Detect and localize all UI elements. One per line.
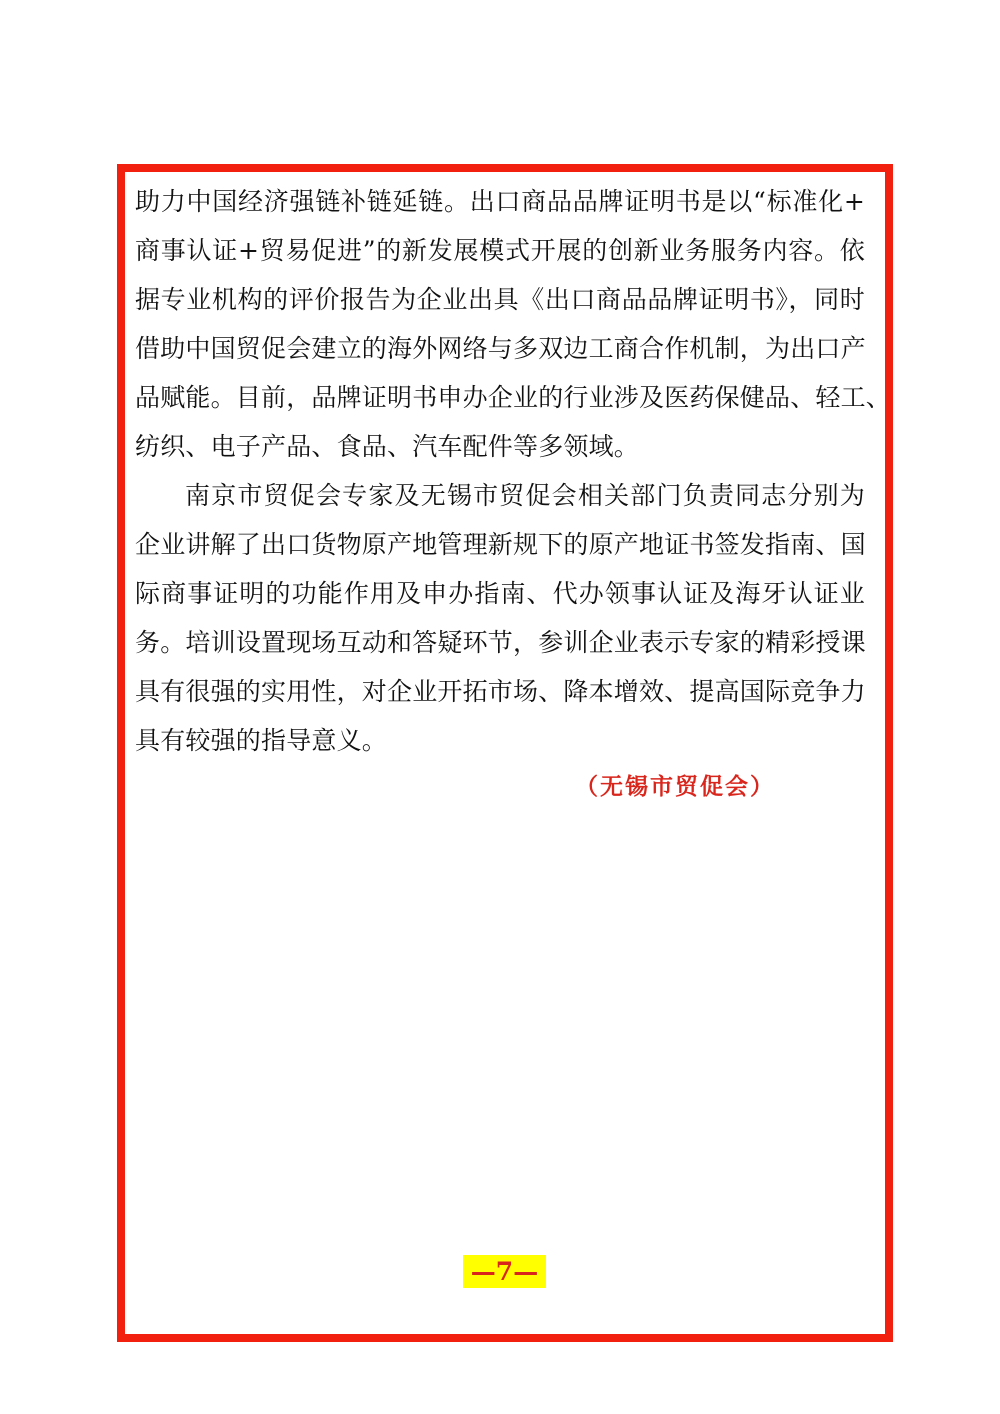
paragraph-1-line-5: 品赋能。目前，品牌证明书申办企业的行业涉及医药保健品、轻工、: [135, 383, 892, 412]
page-number: —7—: [463, 1255, 546, 1288]
paragraph-1-line-2: 商事认证+贸易促进”的新发展模式开展的创新业务服务内容。依: [135, 236, 865, 265]
paragraph-2-line-4: 务。培训设置现场互动和答疑环节，参训企业表示专家的精彩授课: [135, 628, 866, 657]
paragraph-2-line-1: 南京市贸促会专家及无锡市贸促会相关部门负责同志分别为: [185, 481, 865, 510]
paragraph-1-line-1: 助力中国经济强链补链延链。出口商品品牌证明书是以“标准化+: [135, 187, 865, 216]
article-source: （无锡市贸促会）: [575, 773, 775, 800]
paragraph-2-line-6: 具有较强的指导意义。: [135, 726, 388, 755]
paragraph-1-line-3: 据专业机构的评价报告为企业出具《出口商品品牌证明书》，同时: [135, 285, 865, 314]
paragraph-1-line-4: 借助中国贸促会建立的海外网络与多双边工商合作机制，为出口产: [135, 334, 866, 363]
paragraph-2-line-2: 企业讲解了出口货物原产地管理新规下的原产地证书签发指南、国: [135, 530, 866, 559]
paragraph-2-line-3: 际商事证明的功能作用及申办指南、代办领事认证及海牙认证业: [135, 579, 865, 608]
paragraph-2-line-5: 具有很强的实用性，对企业开拓市场、降本增效、提高国际竞争力: [135, 677, 866, 706]
paragraph-1-line-6: 纺织、电子产品、食品、汽车配件等多领域。: [135, 432, 640, 461]
